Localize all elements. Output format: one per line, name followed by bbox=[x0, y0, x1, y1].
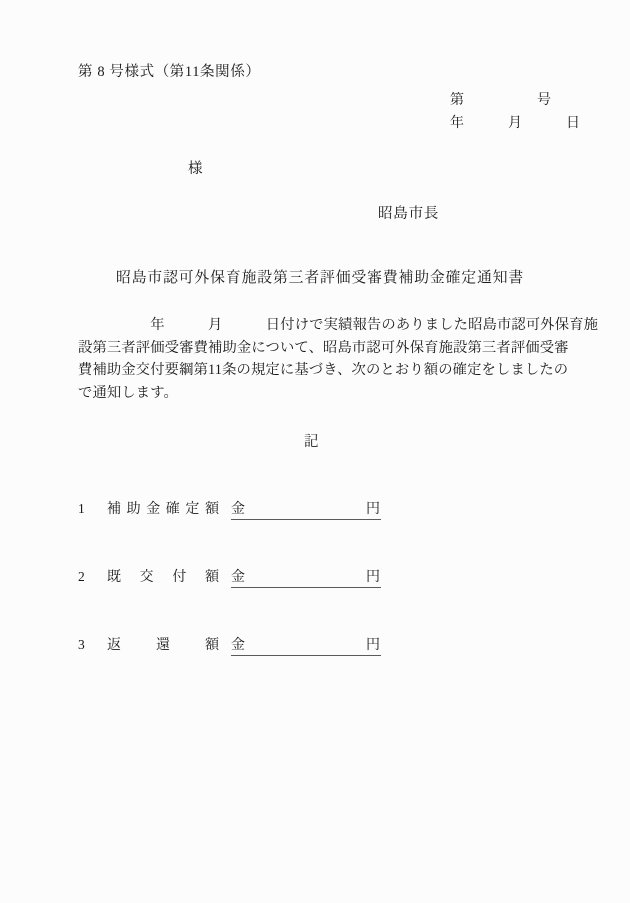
body-line: 費補助金交付要綱第11条の規定に基づき、次のとおり額の確定をしましたの bbox=[78, 362, 569, 378]
body-line: 設第三者評価受審費補助金について、昭島市認可外保育施設第三者評価受審 bbox=[78, 339, 569, 356]
amount-row-index: 3 bbox=[78, 637, 85, 652]
label-char: 額 bbox=[205, 638, 219, 653]
label-char: 額 bbox=[204, 570, 219, 585]
label-char: 付 bbox=[172, 570, 187, 585]
label-char: 既 bbox=[107, 570, 121, 585]
amount-row-label bbox=[107, 634, 219, 654]
amount-row bbox=[78, 566, 381, 588]
amount-row-label bbox=[107, 498, 219, 518]
amount-row-index: 2 bbox=[78, 569, 85, 584]
label-char: 助 bbox=[126, 502, 141, 517]
currency-prefix: 金 bbox=[231, 638, 245, 653]
currency-unit: 円 bbox=[366, 502, 380, 517]
amount-input-field[interactable] bbox=[231, 634, 381, 656]
ki-marker: 記 bbox=[304, 434, 319, 450]
document-date-field: 年 月 日 bbox=[450, 116, 581, 131]
label-char: 返 bbox=[107, 638, 121, 653]
label-char: 確 bbox=[165, 502, 180, 517]
form-number: 第 8 号様式（第11条関係） bbox=[78, 64, 261, 80]
document-title: 昭島市認可外保育施設第三者評価受審費補助金確定通知書 bbox=[116, 270, 525, 286]
amount-row-label bbox=[107, 566, 219, 586]
body-paragraph bbox=[78, 314, 599, 404]
issuer-name: 昭島市長 bbox=[378, 206, 440, 222]
label-char: 定 bbox=[185, 502, 200, 517]
label-char: 補 bbox=[107, 502, 121, 517]
body-line: で通知します。 bbox=[78, 384, 178, 401]
currency-unit: 円 bbox=[366, 570, 380, 585]
currency-prefix: 金 bbox=[231, 502, 245, 517]
addressee-honorific: 様 bbox=[188, 161, 203, 177]
amount-row bbox=[78, 634, 381, 656]
label-char: 額 bbox=[204, 502, 219, 517]
currency-prefix: 金 bbox=[231, 570, 245, 585]
body-line: 年 月 日付けで実績報告のありました昭島市認可外保育施 bbox=[78, 317, 599, 333]
document-number-field: 第 号 bbox=[450, 93, 552, 108]
amount-row bbox=[78, 498, 381, 520]
amount-row-index: 1 bbox=[78, 501, 85, 516]
label-char: 金 bbox=[146, 502, 161, 517]
amount-input-field[interactable] bbox=[231, 498, 381, 520]
label-char: 還 bbox=[156, 638, 170, 653]
amount-input-field[interactable] bbox=[231, 566, 381, 588]
currency-unit: 円 bbox=[366, 638, 380, 653]
label-char: 交 bbox=[139, 570, 154, 585]
